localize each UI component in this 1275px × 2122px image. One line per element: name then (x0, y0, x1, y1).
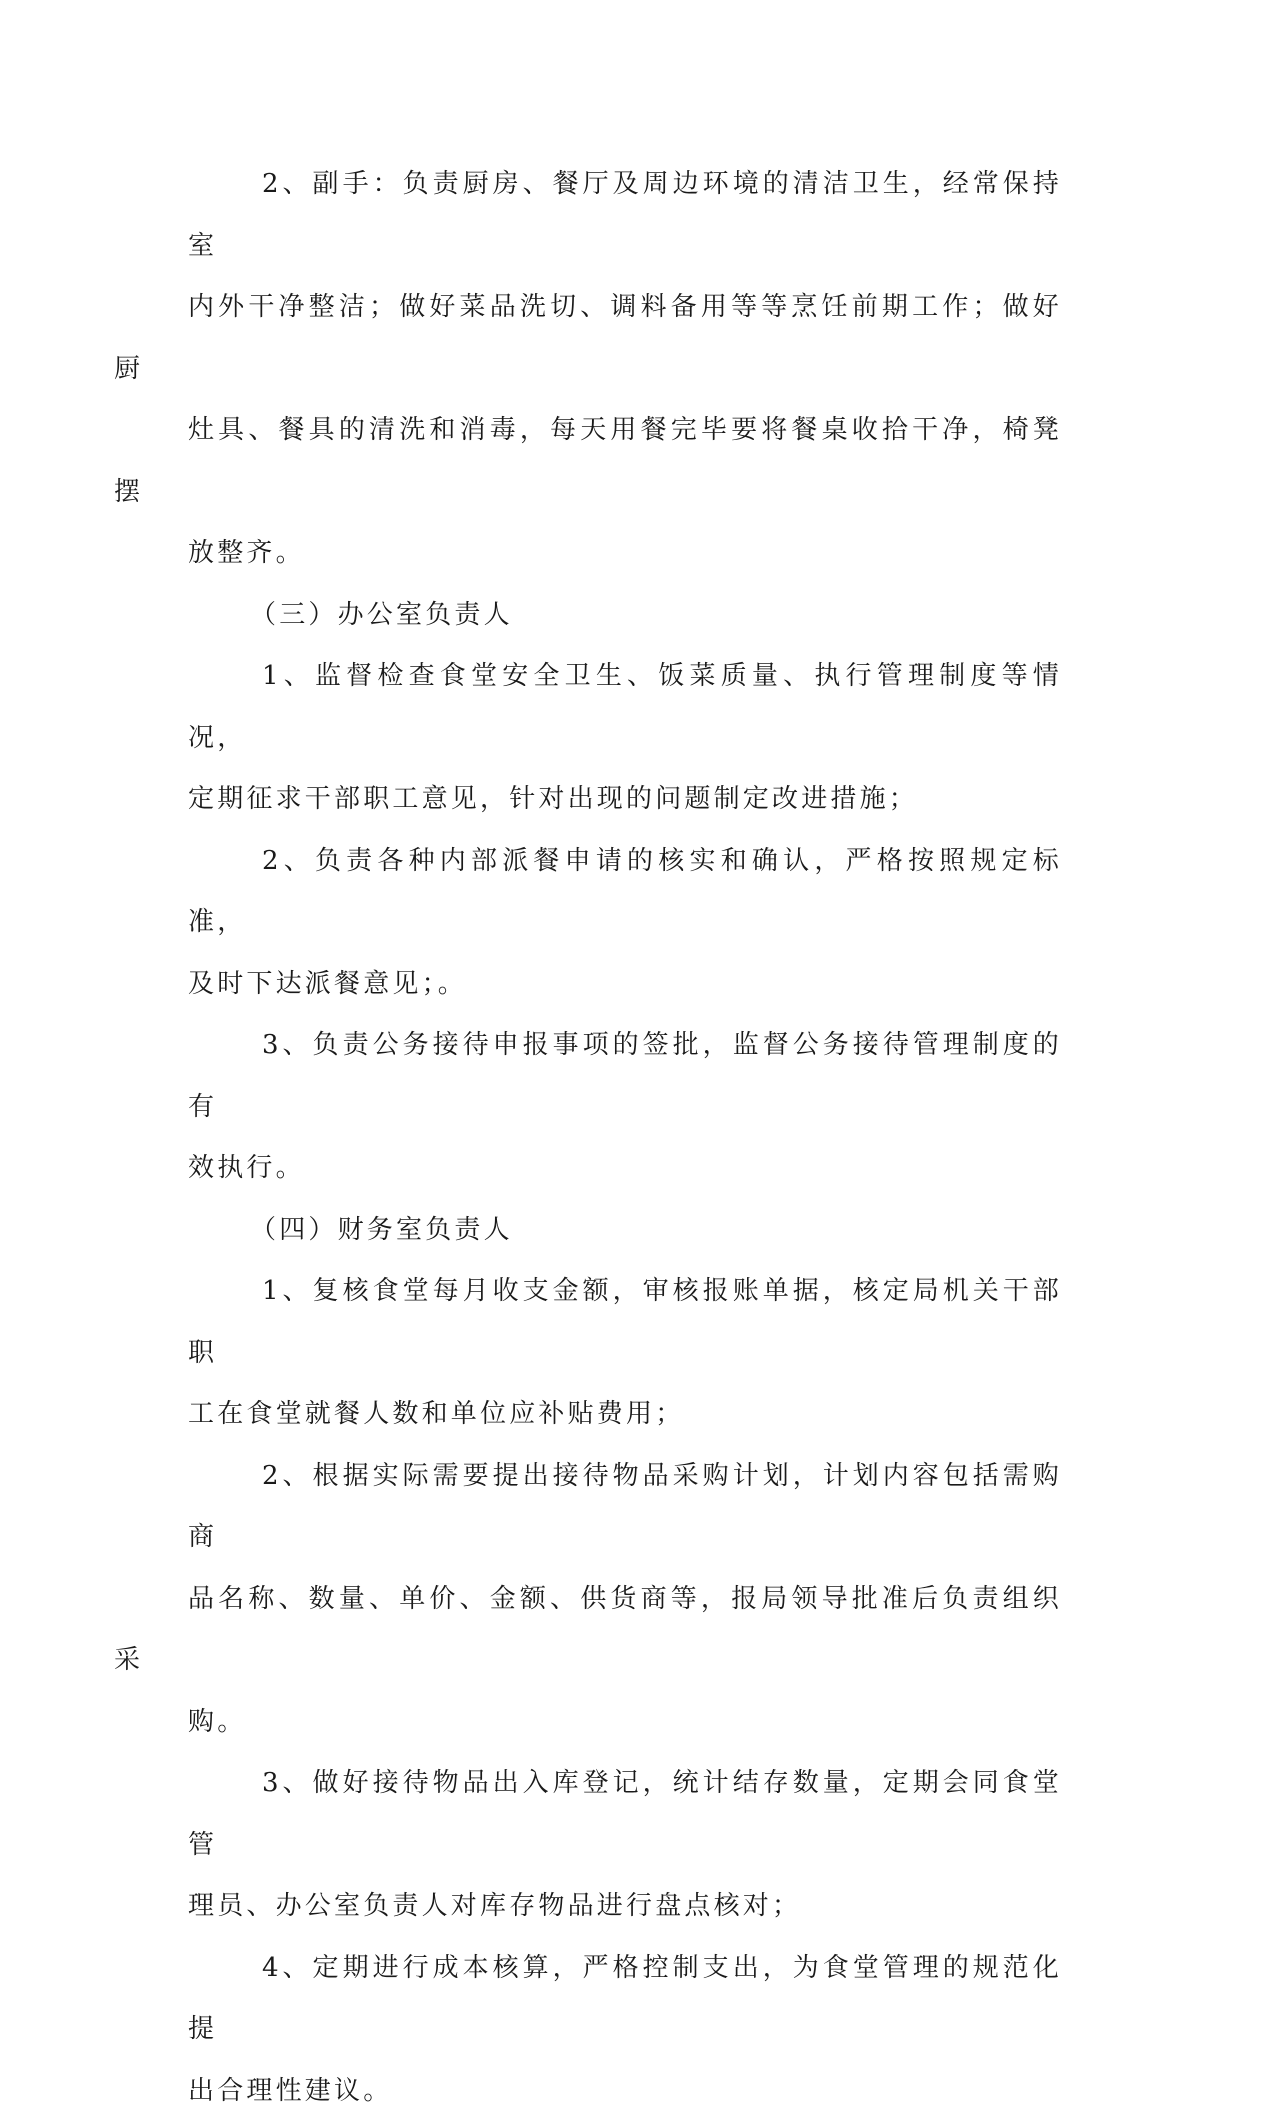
text-line: 内外干净整洁；做好菜品洗切、调料备用等等烹饪前期工作；做好厨 (114, 277, 1062, 400)
text-line: 工在食堂就餐人数和单位应补贴费用； (114, 1384, 1062, 1446)
paragraph-finance-item-2 (188, 1446, 1062, 1754)
paragraph-finance-item-1 (188, 1261, 1062, 1446)
heading-text: （三）办公室负责人 (176, 585, 1062, 647)
paragraph-finance-item-3 (188, 1753, 1062, 1938)
paragraph-deputy-duties (188, 154, 1062, 585)
paragraph-office-item-3 (188, 1015, 1062, 1200)
text-line: 1、监督检查食堂安全卫生、饭菜质量、执行管理制度等情况， (188, 646, 1062, 769)
text-line: 2、副手：负责厨房、餐厅及周边环境的清洁卫生，经常保持室 (188, 154, 1062, 277)
text-line: 购。 (114, 1692, 1062, 1754)
paragraph-office-item-1 (188, 646, 1062, 831)
text-line: 2、根据实际需要提出接待物品采购计划，计划内容包括需购商 (188, 1446, 1062, 1569)
text-line: 1、复核食堂每月收支金额，审核报账单据，核定局机关干部职 (188, 1261, 1062, 1384)
document-body (188, 154, 1062, 2122)
text-line: 定期征求干部职工意见，针对出现的问题制定改进措施； (114, 769, 1062, 831)
text-line: 品名称、数量、单价、金额、供货商等，报局领导批准后负责组织采 (114, 1569, 1062, 1692)
text-line: 理员、办公室负责人对库存物品进行盘点核对； (114, 1876, 1062, 1938)
text-line: 3、做好接待物品出入库登记，统计结存数量，定期会同食堂管 (188, 1753, 1062, 1876)
paragraph-finance-item-4 (188, 1938, 1062, 2122)
text-line: 灶具、餐具的清洗和消毒，每天用餐完毕要将餐桌收拾干净，椅凳摆 (114, 400, 1062, 523)
text-line: 2、负责各种内部派餐申请的核实和确认，严格按照规定标准， (188, 831, 1062, 954)
heading-text: （四）财务室负责人 (176, 1200, 1062, 1262)
paragraph-office-item-2 (188, 831, 1062, 1016)
text-line: 出合理性建议。 (114, 2061, 1062, 2122)
text-line: 效执行。 (114, 1138, 1062, 1200)
section-heading-finance (188, 1200, 1062, 1262)
section-heading-office (188, 585, 1062, 647)
text-line: 4、定期进行成本核算，严格控制支出，为食堂管理的规范化提 (188, 1938, 1062, 2061)
text-line: 放整齐。 (114, 523, 1062, 585)
text-line: 3、负责公务接待申报事项的签批，监督公务接待管理制度的有 (188, 1015, 1062, 1138)
text-line: 及时下达派餐意见；。 (114, 954, 1062, 1016)
